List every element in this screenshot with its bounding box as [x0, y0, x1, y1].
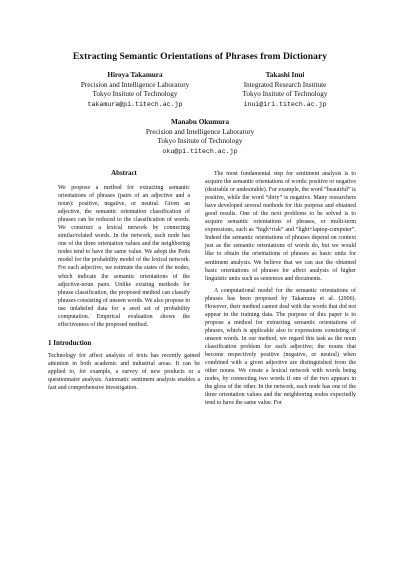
author-block-2 — [220, 71, 350, 109]
author-affiliation: Precision and Intelligence Laboratory — [80, 80, 190, 89]
author-institution: Tokyo Insitute of Technology — [157, 137, 243, 146]
intro-paragraph-3: A computational model for the semantic orientations of phrases has been proposed by Takamura et al. (2006). However, their method cannot deal with the words that did not appear in the training data. The purpose of this paper is to propose a method for extracting semantic orientations of phrases, which is applicable also to expressions consisting of unseen words. In our method, we regard this task as the noun classification problem for each adjective; the nouns that become respectively positive (negative, or neutral) when combined with a given adjective are distinguished from the other nouns. We create a lexical network with words being nodes, by connecting two words if one of the two appears in the gloss of the other. In the network, each node has one of the three orientation values and the neighboring nodes expectedly tend to have the same value. For — [205, 287, 356, 407]
author-email: takamura@pi.titech.ac.jp — [87, 100, 183, 108]
intro-paragraph-2: The most fundamental step for sentiment analysis is to acquire the semantic orientations of words: positive or negative (desirable or undesirable). For example, the word “beautiful” is positive, while the word “dirty” is negative. Many researchers have developed several methods for this purpose and obtained good results. One of the next problems to be solved is to acquire semantic orientations of phrases, or multi-term expressions, such as “high+risk” and “light+laptop-computer”. Indeed the semantic orientations of phrases depend on context just as the semantic orientations of words do, but we would like to obtain the orientations of phrases as basic units for sentiment analysis. We believe that we can use the obtained basic orientations of phrases for affect analysis of higher linguistic units such as sentences and documents. — [205, 171, 356, 282]
author-email: oku@pi.titech.ac.jp — [162, 147, 238, 155]
author-affiliation: Integrated Research Institute — [243, 80, 327, 89]
abstract-heading: Abstract — [111, 170, 137, 177]
author-block-1 — [70, 71, 200, 109]
author-name: Takashi Inui — [265, 71, 305, 79]
author-affiliation: Precision and Intelligence Laboratory — [145, 127, 255, 136]
author-institution: Tokyo Insitute of Technology — [92, 90, 178, 99]
author-email: inui@iri.titech.ac.jp — [243, 100, 327, 108]
author-name: Hiroya Takamura — [107, 71, 163, 79]
section-heading-introduction: 1 Introduction — [48, 338, 92, 347]
left-column — [48, 170, 200, 392]
abstract-text: We propose a method for extracting semantic orientations of phrases (pairs of an adjective and a noun): positive, negative, or neutral. Given an adjective, the semantic orientation classification of phrases can be reduced to the classification of words. We construct a lexical network by connecting similar/related words. In the network, each node has one of the three orientation values and the neighboring nodes tend to have the same value. We adopt the Potts model for the probability model of the lexical network. For each adjective, we estimate the states of the nodes, which indicate the semantic orientations of the adjective-noun pairs. Unlike existing methods for phrase classification, the proposed method can classify phrases consisting of unseen words. We also propose to use unlabeled data for a seed set of probability computation. Empirical evaluation shows the effectiveness of the proposed method. — [58, 185, 190, 328]
author-institution: Tokyo Insitute of Technology — [242, 90, 328, 99]
intro-paragraph-1: Technology for affect analysis of texts has recently gained attention in both academic and industrial areas. It can be applied to, for example, a survey of new products or a questionnaire analysis. Automatic sentiment analysis enables a fast and comprehensive investigation. — [48, 352, 200, 392]
author-name: Manabu Okumura — [170, 118, 230, 126]
right-column — [205, 170, 356, 407]
paper-title: Extracting Semantic Orientations of Phrases from Dictionary — [72, 51, 328, 62]
author-block-3 — [120, 118, 280, 156]
